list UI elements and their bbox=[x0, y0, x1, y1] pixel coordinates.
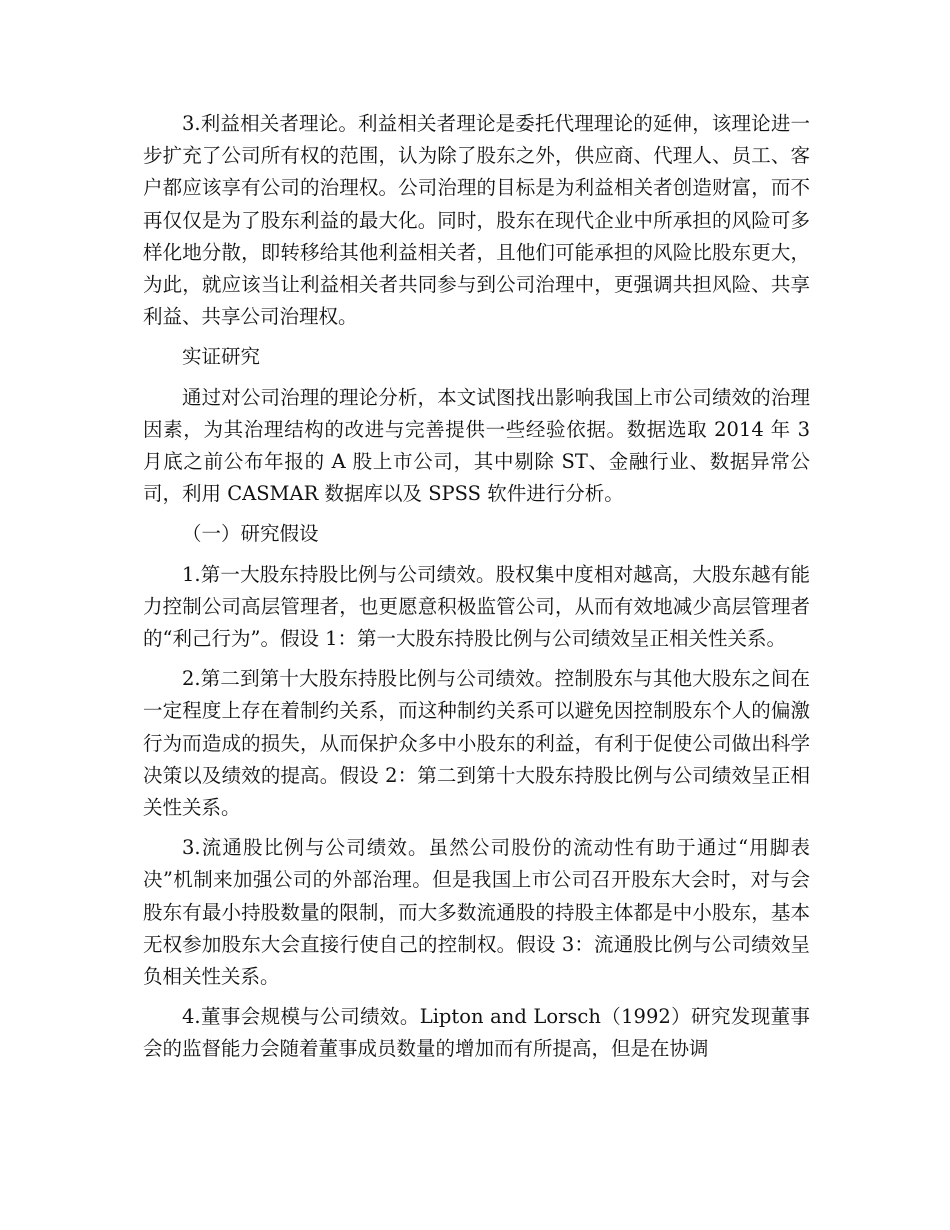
paragraph-research-intro: 通过对公司治理的理论分析，本文试图找出影响我国上市公司绩效的治理因素，为其治理结构的改进与完善提供一些经验依据。数据选取 2014 年 3 月底之前公布年报的 A 股上市公司，其中剔除 ST、金融行业、数据异常公司，利用 CASMAR 数据库以及 SPSS 软件进行分析。 bbox=[143, 385, 810, 506]
paragraph-stakeholder-theory: 3.利益相关者理论。利益相关者理论是委托代理理论的延伸，该理论进一步扩充了公司所有权的范围，认为除了股东之外，供应商、代理人、员工、客户都应该享有公司的治理权。公司治理的目标是为利益相关者创造财富，而不再仅仅是为了股东利益的最大化。同时，股东在现代企业中所承担的风险可多样化地分散，即转移给其他利益相关者，且他们可能承担的风险比股东更大，为此，就应该当让利益相关者共同参与到公司治理中，更强调共担风险、共享利益、共享公司治理权。 bbox=[143, 112, 810, 329]
document-body bbox=[143, 108, 810, 1074]
section-heading-empirical-research: 实证研究 bbox=[182, 345, 261, 369]
paragraph-hypothesis-3: 3.流通股比例与公司绩效。虽然公司股份的流动性有助于通过“用脚表决”机制来加强公司的外部治理。但是我国上市公司召开股东大会时，对与会股东有最小持股数量的限制，而大多数流通股的持股主体都是中小股东，基本无权参加股东大会直接行使自己的控制权。假设 3：流通股比例与公司绩效呈负相关性关系。 bbox=[143, 836, 810, 989]
subsection-heading-hypotheses: （一）研究假设 bbox=[182, 522, 319, 546]
paragraph-hypothesis-2: 2.第二到第十大股东持股比例与公司绩效。控制股东与其他大股东之间在一定程度上存在着制约关系，而这种制约关系可以避免因控制股东个人的偏激行为而造成的损失，从而保护众多中小股东的利益，有利于促使公司做出科学决策以及绩效的提高。假设 2：第二到第十大股东持股比例与公司绩效呈正相关性关系。 bbox=[143, 667, 810, 820]
paragraph-hypothesis-1: 1.第一大股东持股比例与公司绩效。股权集中度相对越高，大股东越有能力控制公司高层管理者，也更愿意积极监管公司，从而有效地减少高层管理者的“利己行为”。假设 1：第一大股东持股比例与公司绩效呈正相关性关系。 bbox=[143, 562, 810, 651]
paragraph-board-size: 4.董事会规模与公司绩效。Lipton and Lorsch（1992）研究发现董事会的监督能力会随着董事成员数量的增加而有所提高，但是在协调 bbox=[143, 1005, 810, 1061]
